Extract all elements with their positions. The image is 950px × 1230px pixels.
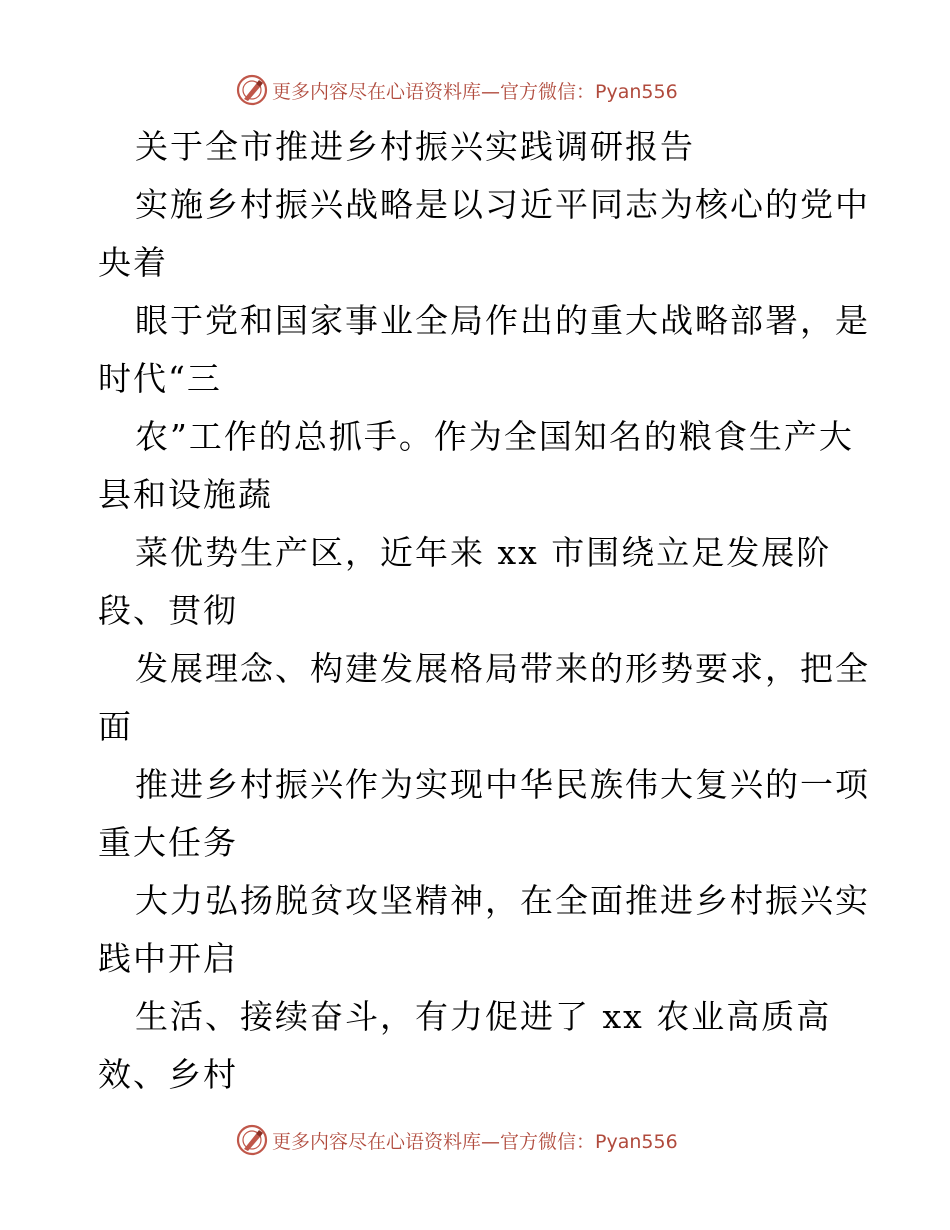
header-banner: [236, 74, 678, 106]
paragraph-line: 大力弘扬脱贫攻坚精神，在全面推进乡村振兴实: [135, 881, 870, 920]
paragraph-line: 农”工作的总抓手。作为全国知名的粮食生产大: [135, 417, 854, 456]
paragraph-line: 效、乡村: [98, 1055, 238, 1094]
paragraph-line: 推进乡村振兴作为实现中华民族伟大复兴的一项: [135, 765, 870, 804]
paragraph-line: 践中开启: [98, 939, 238, 978]
pen-nib-logo-icon: [236, 74, 268, 106]
header-banner-text: 更多内容尽在心语资料库—官方微信：Pyan556: [272, 80, 678, 103]
footer-banner-text: 更多内容尽在心语资料库—官方微信：Pyan556: [272, 1130, 678, 1153]
footer-banner: [236, 1124, 678, 1156]
pen-nib-logo-icon: [236, 1124, 268, 1156]
paragraph-line: 段、贯彻: [98, 591, 238, 630]
document-title: 关于全市推进乡村振兴实践调研报告: [135, 127, 695, 166]
paragraph-line: 菜优势生产区，近年来 xx 市围绕立足发展阶: [135, 533, 832, 572]
document-body: [98, 118, 868, 1104]
paragraph-line: 生活、接续奋斗，有力促进了 xx 农业高质高: [135, 997, 832, 1036]
paragraph-line: 实施乡村振兴战略是以习近平同志为核心的党中: [135, 185, 870, 224]
paragraph-line: 发展理念、构建发展格局带来的形势要求，把全: [135, 649, 870, 688]
paragraph-line: 重大任务: [98, 823, 238, 862]
paragraph-line: 面: [98, 707, 133, 746]
paragraph-line: 央着: [98, 243, 168, 282]
paragraph-line: 眼于党和国家事业全局作出的重大战略部署，是: [135, 301, 870, 340]
paragraph-line: 县和设施蔬: [98, 475, 273, 514]
paragraph-line: 时代“三: [98, 359, 222, 398]
